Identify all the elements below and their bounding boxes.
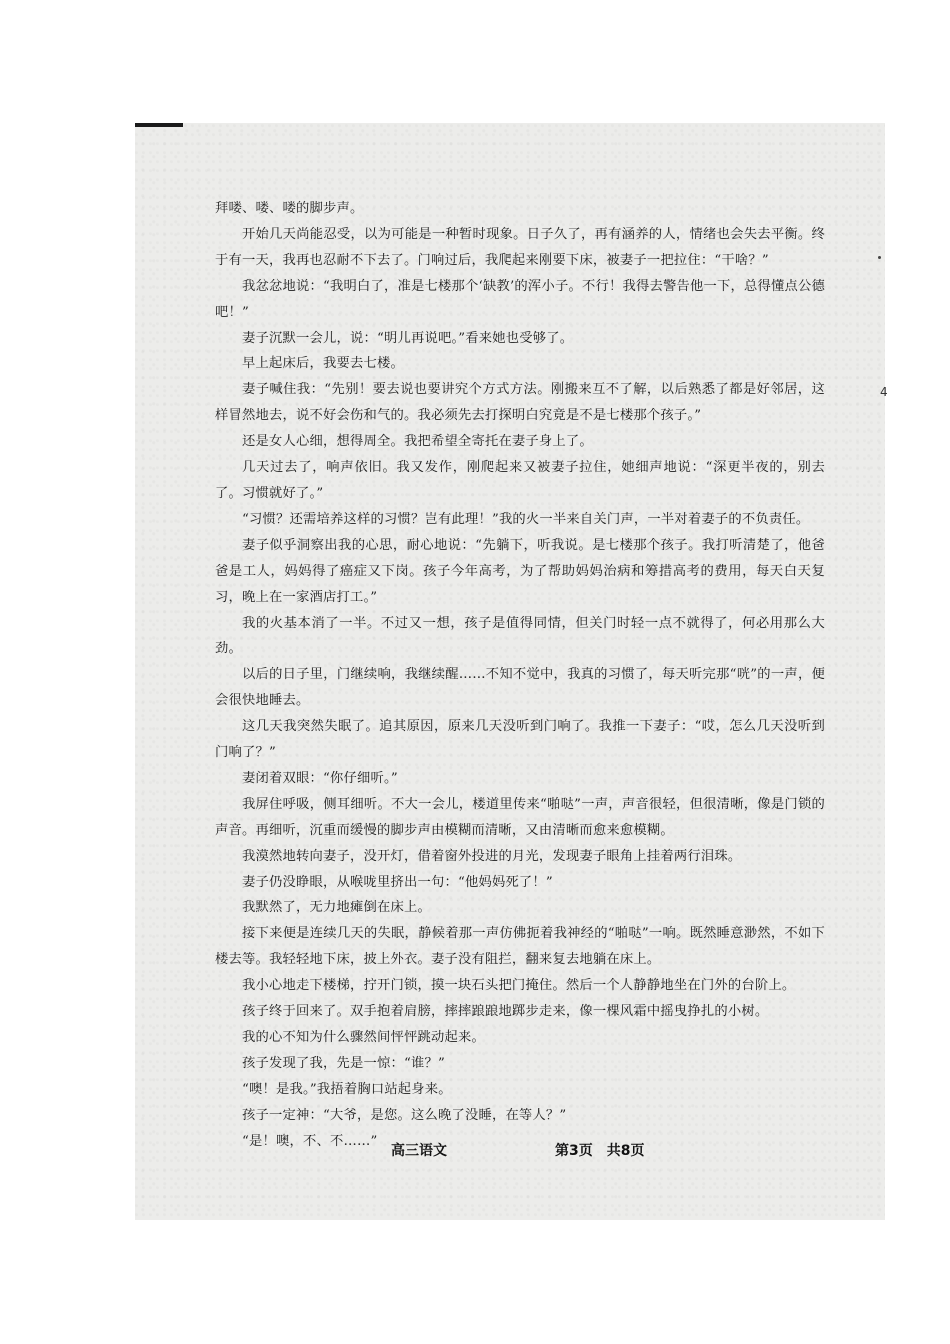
- paragraph: 拜喽、喽、喽的脚步声。: [215, 201, 364, 216]
- paragraph: 妻子似乎洞察出我的心思，耐心地说：“先躺下，听我说。是七楼那个孩子。我打听清楚了，他爸爸是工人，妈妈得了癌症又下岗。孩子今年高考，为了帮助妈妈治病和筹措高考的费用，每天白天复习，晚上在一家酒店打工。”: [215, 537, 825, 605]
- paragraph: 妻闭着双眼：“你仔细听。”: [242, 770, 398, 786]
- paragraph: “是！噢，不、不……”: [242, 1133, 378, 1149]
- paragraph: 孩子一定神：“大爷，是您。这么晚了没睡，在等人？”: [242, 1107, 567, 1123]
- paragraph: 接下来便是连续几天的失眠，静候着那一声仿佛扼着我神经的“啪哒”一响。既然睡意渺然，不如下楼去等。我轻轻地下床，披上外衣。妻子没有阻拦，翻来复去地躺在床上。: [215, 926, 825, 968]
- paragraph: 几天过去了，响声依旧。我又发作，刚爬起来又被妻子拉住，她细声地说：“深更半夜的，别去了。习惯就好了。”: [215, 460, 825, 501]
- page-footer: [135, 1140, 885, 1162]
- paragraph: 我漠然地转向妻子，没开灯，借着窗外投进的月光，发现妻子眼角上挂着两行泪珠。: [242, 848, 742, 864]
- paragraph: 这几天我突然失眠了。追其原因，原来几天没听到门响了。我推一下妻子：“哎，怎么几天没听到门响了？”: [215, 719, 825, 761]
- paragraph: 我默然了，无力地瘫倒在床上。: [242, 900, 431, 916]
- paragraph: 我小心地走下楼梯，拧开门锁，摸一块石头把门掩住。然后一个人静静地坐在门外的台阶上。: [242, 978, 796, 994]
- scan-edge-mark: [135, 123, 183, 127]
- paragraph: “噢！是我。”我捂着胸口站起身来。: [242, 1081, 452, 1097]
- footer-subject: 高三语文: [391, 1143, 447, 1159]
- paragraph: 孩子发现了我，先是一惊：“谁？”: [242, 1055, 445, 1071]
- article-body: [215, 196, 825, 1155]
- paragraph: 以后的日子里，门继续响，我继续醒……不知不觉中，我真的习惯了，每天听完那“咣”的一声，便会很快地睡去。: [215, 667, 825, 709]
- footer-page-number: 第3页 共8页: [555, 1143, 645, 1159]
- paragraph: 早上起床后，我要去七楼。: [242, 356, 404, 372]
- paragraph: 我屏住呼吸，侧耳细听。不大一会儿，楼道里传来“啪哒”一声，声音很轻，但很清晰，像是门锁的声音。再细听，沉重而缓慢的脚步声由模糊而清晰，又由清晰而愈来愈模糊。: [215, 796, 825, 838]
- paragraph: 孩子终于回来了。双手抱着肩膀，摔摔踉踉地踯步走来，像一棵风霜中摇曳挣扎的小树。: [242, 1004, 769, 1020]
- paragraph: 我的心不知为什么骤然间怦怦跳动起来。: [242, 1030, 485, 1045]
- paragraph: 我的火基本消了一半。不过又一想，孩子是值得同情，但关门时轻一点不就得了，何必用那么大劲。: [215, 615, 825, 657]
- paragraph: 我忿忿地说：“我明白了，准是七楼那个‘缺教’的浑小子。不行！我得去警告他一下，总得懂点公德吧！”: [215, 278, 825, 320]
- paragraph: 妻子沉默一会儿，说：“明儿再说吧。”看来她也受够了。: [242, 330, 574, 346]
- paragraph: 开始几天尚能忍受，以为可能是一种暂时现象。日子久了，再有涵养的人，情绪也会失去平衡。终于有一天，我再也忍耐不下去了。门响过后，我爬起来刚要下床，被妻子一把拉住：“干啥？”: [215, 226, 825, 268]
- paragraph: 还是女人心细，想得周全。我把希望全寄托在妻子身上了。: [242, 434, 593, 450]
- paragraph: 妻子仍没睁眼，从喉咙里挤出一句：“他妈妈死了！”: [242, 874, 553, 890]
- side-page-mark: 4: [880, 385, 888, 399]
- scan-speck: [878, 256, 881, 259]
- paragraph: 妻子喊住我：“先别！要去说也要讲究个方式方法。刚搬来互不了解，以后熟悉了都是好邻居，这样冒然地去，说不好会伤和气的。我必须先去打探明白究竟是不是七楼那个孩子。”: [215, 382, 825, 424]
- paragraph: “习惯？还需培养这样的习惯？岂有此理！”我的火一半来自关门声，一半对着妻子的不负责任。: [242, 511, 810, 527]
